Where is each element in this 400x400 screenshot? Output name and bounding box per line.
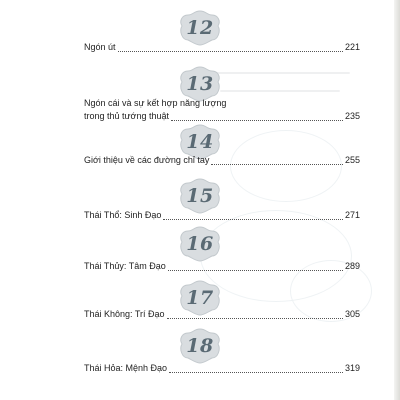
page-number: 319 [344, 363, 360, 373]
chapter-badge [177, 328, 223, 364]
page-edge [394, 0, 400, 400]
chapter-title: Thái Hỏa: Mệnh Đạo [84, 363, 168, 373]
chapter-title: Thái Không: Trí Đạo [84, 309, 165, 319]
chapter-badge [177, 226, 223, 262]
chapter-number: 16 [186, 233, 214, 255]
chapter-title-line2: trong thủ tướng thuật [84, 111, 169, 121]
dot-leader [163, 218, 343, 220]
dot-leader [171, 119, 343, 121]
page-number: 221 [344, 42, 360, 52]
chapter-number: 18 [186, 335, 214, 357]
chapter-number: 17 [186, 287, 214, 309]
toc-entry[interactable] [84, 209, 360, 222]
chapter-title: Giới thiệu về các đường chỉ tay [84, 155, 210, 165]
toc-entry[interactable] [84, 97, 360, 123]
chapter-title: Ngón út [84, 42, 116, 52]
chapter-title-line1: Ngón cái và sự kết hợp năng lượng [84, 98, 227, 108]
page-number: 271 [344, 210, 360, 220]
chapter-number: 14 [186, 131, 214, 153]
toc-entry[interactable] [84, 308, 360, 321]
chapter-title: Thái Thủy: Tâm Đạo [84, 261, 166, 271]
page-number: 305 [344, 309, 360, 319]
chapter-number: 13 [186, 73, 214, 95]
chapter-number: 15 [186, 185, 214, 207]
chapter-title: Thái Thổ: Sinh Đạo [84, 210, 162, 220]
dot-leader [169, 371, 343, 373]
toc-entry[interactable] [84, 154, 360, 167]
dot-leader [211, 163, 343, 165]
toc-entry[interactable] [84, 260, 360, 273]
page-number: 255 [344, 155, 360, 165]
page-number: 235 [344, 111, 360, 121]
dot-leader [168, 269, 343, 271]
page-number: 289 [344, 261, 360, 271]
dot-leader [118, 50, 343, 52]
toc-entry[interactable] [84, 362, 360, 375]
chapter-number: 12 [186, 17, 214, 39]
toc-entry[interactable] [84, 41, 360, 54]
dot-leader [167, 317, 343, 319]
